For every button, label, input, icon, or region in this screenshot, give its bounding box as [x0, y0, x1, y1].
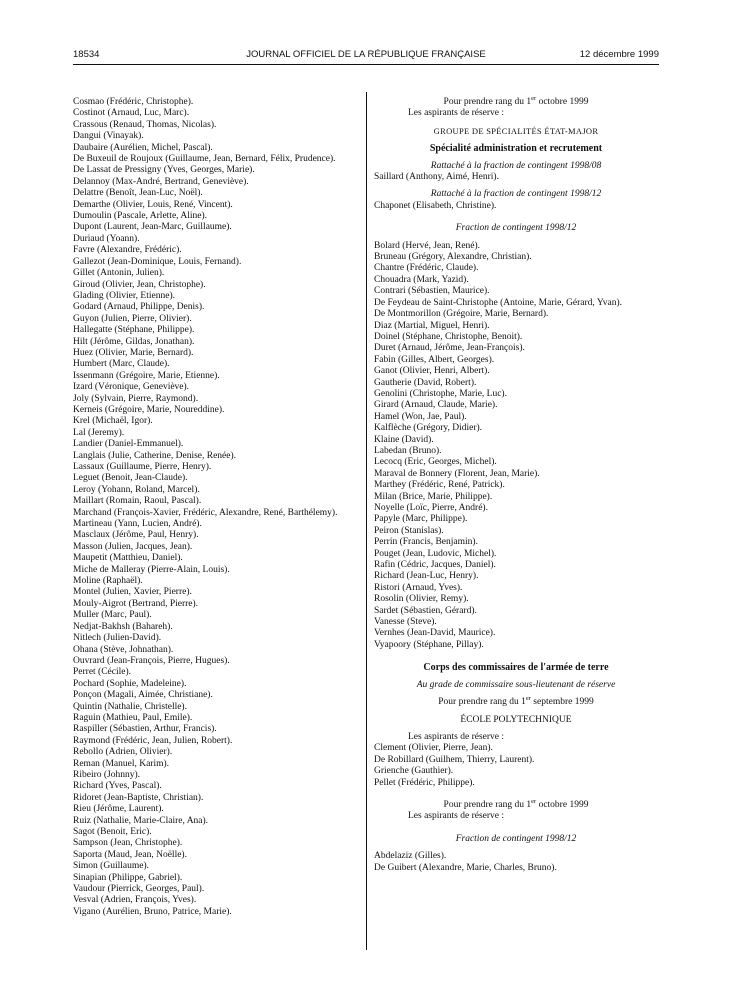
list-item: Joly (Sylvain, Pierre, Raymond).	[73, 393, 199, 404]
list-item: Simon (Guillaume).	[73, 861, 149, 872]
page-number: 18534	[73, 49, 100, 60]
list-item: Girard (Arnaud, Claude, Marie).	[374, 400, 498, 411]
fraction-2-list	[374, 851, 658, 874]
list-item: Quintin (Nathalie, Christelle).	[73, 701, 187, 712]
list-item: Issenmann (Grégoire, Marie, Etienne).	[73, 370, 220, 381]
list-item: Vanesse (Steve).	[374, 617, 437, 628]
fraction-1-list	[374, 241, 658, 652]
list-item: De Montmorillon (Grégoire, Marie, Bernard).	[374, 309, 549, 320]
list-item: Mouly-Aigrot (Bertrand, Pierre).	[73, 598, 199, 609]
list-item: De Buxeuil de Roujoux (Guillaume, Jean, Bernard, Félix, Prudence).	[73, 154, 336, 165]
list-item: Richard (Jean-Luc, Henry).	[374, 571, 479, 582]
list-item: Masson (Julien, Jacques, Jean).	[73, 541, 193, 552]
list-item: Sinapian (Philippe, Gabriel).	[73, 872, 183, 883]
list-item: Ristori (Arnaud, Yves).	[374, 582, 463, 593]
list-item: Humbert (Marc, Claude).	[73, 359, 170, 370]
aspirants-heading: Les aspirants de réserve :	[408, 108, 505, 119]
list-item: Peiron (Stanislas).	[374, 525, 444, 536]
list-item: Vesval (Adrien, François, Yves).	[73, 895, 197, 906]
list-item: Duret (Arnaud, Jérôme, Jean-François).	[374, 343, 525, 354]
list-item: Abdelaziz (Gilles).	[374, 851, 447, 862]
list-item: Saporta (Maud, Jean, Noëlle).	[73, 849, 187, 860]
list-item: Bruneau (Grégory, Alexandre, Christian).	[374, 252, 532, 263]
list-item: Maillart (Romain, Raoul, Pascal).	[73, 496, 202, 507]
list-item: Favre (Alexandre, Frédéric).	[73, 245, 182, 256]
list-item: Landier (Daniel-Emmanuel).	[73, 439, 184, 450]
list-item: Labedan (Bruno).	[374, 445, 442, 456]
list-item: Langlais (Julie, Catherine, Denise, Renée).	[73, 450, 237, 461]
list-item: Milan (Brice, Marie, Philippe).	[374, 491, 493, 502]
list-item: Pouget (Jean, Ludovic, Michel).	[374, 548, 497, 559]
list-item: Raspiller (Sébastien, Arthur, Francis).	[73, 724, 217, 735]
list-item: Giroud (Olivier, Jean, Christophe).	[73, 279, 206, 290]
list-item: Rieu (Jérôme, Laurent).	[73, 804, 164, 815]
rank-date-heading: Pour prendre rang du 1er octobre 1999	[443, 94, 589, 107]
list-item: Raguin (Mathieu, Paul, Emile).	[73, 712, 193, 723]
list-item: Ouvrard (Jean-François, Pierre, Hugues).	[73, 655, 230, 666]
issue-date: 12 décembre 1999	[579, 49, 659, 60]
list-item: Daubaire (Aurélien, Michel, Pascal).	[73, 142, 213, 153]
list-item: Vaudour (Pierrick, Georges, Paul).	[73, 884, 205, 895]
list-item: De Lassat de Pressigny (Yves, Georges, Marie).	[73, 165, 255, 176]
list-item: Hallegatte (Stéphane, Philippe).	[73, 325, 195, 336]
list-item: Reman (Manuel, Karim).	[73, 758, 170, 769]
list-item: Bolard (Hervé, Jean, René).	[374, 240, 481, 251]
list-item: Ohana (Stève, Johnathan).	[73, 644, 174, 655]
list-item: Lassaux (Guillaume, Pierre, Henry).	[73, 462, 212, 472]
list-item: Pellet (Frédéric, Philippe).	[374, 777, 475, 788]
list-item: Guyon (Julien, Pierre, Olivier).	[73, 313, 192, 324]
list-item: Maupetit (Matthieu, Daniel).	[73, 553, 183, 564]
list-item: Diaz (Martial, Miguel, Henri).	[374, 320, 490, 331]
list-item: Ribeiro (Johnny).	[73, 769, 141, 780]
list-item: Contrari (Sébastien, Maurice).	[374, 286, 490, 297]
list-item: Huez (Olivier, Marie, Bernard).	[73, 347, 194, 358]
rattache-heading-1: Rattaché à la fraction de contingent 1998/08	[430, 160, 602, 171]
list-item: Sagot (Benoit, Eric).	[73, 827, 152, 837]
list-item: Godard (Arnaud, Philippe, Denis).	[73, 302, 205, 313]
list-item: Masclaux (Jérôme, Paul, Henry).	[73, 530, 199, 541]
list-item: Muller (Marc, Paul).	[73, 610, 152, 621]
list-item: Marchand (François-Xavier, Frédéric, Alexandre, René, Barthélemy).	[73, 507, 338, 518]
list-item: Moline (Raphaël).	[73, 576, 143, 587]
list-item: Costinot (Arnaud, Luc, Marc).	[73, 108, 190, 119]
list-item: Lecocq (Eric, Georges, Michel).	[374, 457, 497, 468]
corps-heading: Corps des commissaires de l'armée de terre	[423, 662, 609, 674]
rank-oct2-heading: Pour prendre rang du 1er octobre 1999	[443, 797, 589, 810]
aspirants-heading-2: Les aspirants de réserve :	[408, 731, 505, 742]
list-item: Rafin (Cédric, Jacques, Daniel).	[374, 560, 496, 571]
column-divider	[366, 92, 367, 950]
list-item: Martineau (Yann, Lucien, André).	[73, 519, 202, 530]
list-item: Glading (Olivier, Etienne).	[73, 290, 175, 301]
list-item: Gautherie (David, Robert).	[374, 377, 477, 388]
page-header	[73, 49, 659, 63]
list-item: Maraval de Bonnery (Florent, Jean, Marie).	[374, 468, 540, 479]
list-item: Miche de Malleray (Pierre-Alain, Louis).	[73, 564, 230, 575]
rattache-1-list	[374, 172, 658, 183]
list-item: Demarthe (Olivier, Louis, René, Vincent).	[73, 199, 233, 210]
list-item: Dumoulin (Pascale, Arlette, Aline).	[73, 211, 208, 222]
list-item: Perrin (Francis, Benjamin).	[374, 537, 478, 548]
list-item: Nitlech (Julien-David).	[73, 633, 162, 644]
list-item: Krel (Michaël, Igor).	[73, 416, 153, 427]
list-item: Ruiz (Nathalie, Marie-Claire, Ana).	[73, 815, 209, 826]
journal-title: JOURNAL OFFICIEL DE LA RÉPUBLIQUE FRANÇAISE	[246, 49, 486, 60]
list-item: Richard (Yves, Pascal).	[73, 781, 162, 792]
fraction-heading-1: Fraction de contingent 1998/12	[455, 223, 577, 234]
list-item: Clement (Olivier, Pierre, Jean).	[374, 743, 493, 754]
list-item: Kalflèche (Grégory, Didier).	[374, 423, 483, 434]
list-item: Gillet (Antonin, Julien).	[73, 268, 165, 279]
list-item: Papyle (Marc, Philippe).	[374, 514, 468, 525]
list-item: Doinel (Stéphane, Christophe, Benoit).	[374, 331, 523, 342]
list-item: Vernhes (Jean-David, Maurice).	[374, 628, 496, 639]
rattache-2-list	[374, 201, 658, 212]
list-item: De Feydeau de Saint-Christophe (Antoine, Marie, Gérard, Yvan).	[374, 297, 622, 308]
list-item: Pochard (Sophie, Madeleine).	[73, 678, 187, 689]
list-item: De Guibert (Alexandre, Marie, Charles, Bruno).	[374, 862, 557, 873]
list-item: Leguet (Benoit, Jean-Claude).	[73, 473, 188, 484]
list-item: Chantre (Frédéric, Claude).	[374, 263, 479, 274]
list-item: Chouadra (Mark, Yazid).	[374, 274, 469, 285]
list-item: Hilt (Jérôme, Gildas, Jonathan).	[73, 336, 195, 347]
list-item: Leroy (Yohann, Roland, Marcel).	[73, 484, 200, 495]
list-item: Klaine (David).	[374, 434, 434, 445]
list-item: Ganot (Olivier, Henri, Albert).	[374, 366, 490, 377]
list-item: Noyelle (Loïc, Pierre, André).	[374, 503, 488, 513]
list-item: Sampson (Jean, Christophe).	[73, 838, 183, 849]
list-item: Chaponet (Elisabeth, Christine).	[374, 200, 497, 211]
list-item: Rosolin (Olivier, Remy).	[374, 594, 469, 605]
right-column	[374, 94, 658, 874]
list-item: Perret (Cécile).	[73, 667, 132, 678]
left-column	[73, 97, 358, 918]
list-item: Lal (Jeremy).	[73, 427, 125, 438]
groupe-heading: GROUPE DE SPÉCIALITÉS ÉTAT-MAJOR	[433, 125, 599, 136]
list-item: Delannoy (Max-André, Bertrand, Geneviève).	[73, 176, 249, 187]
list-item: Raymond (Frédéric, Jean, Julien, Robert).	[73, 735, 233, 746]
list-item: Gallezot (Jean-Dominique, Louis, Fernand).	[73, 256, 242, 267]
aspirants-heading-3: Les aspirants de réserve :	[408, 811, 505, 822]
list-item: Vyapoory (Stéphane, Pillay).	[374, 639, 484, 650]
list-item: Hamel (Won, Jae, Paul).	[374, 411, 467, 422]
list-item: Ridoret (Jean-Baptiste, Christian).	[73, 792, 204, 803]
list-item: Fabin (Gilles, Albert, Georges).	[374, 354, 495, 365]
list-item: Delattre (Benoît, Jean-Luc, Noël).	[73, 188, 203, 199]
fraction-heading-2: Fraction de contingent 1998/12	[455, 833, 577, 844]
list-item: Rebollo (Adrien, Olivier).	[73, 747, 173, 758]
ecole-heading: ÉCOLE POLYTECHNIQUE	[460, 714, 572, 725]
list-item: Dangui (Vinayak).	[73, 131, 144, 142]
list-item: Dupont (Laurent, Jean-Marc, Guillaume).	[73, 222, 232, 233]
list-item: Genolini (Christophe, Marie, Luc).	[374, 388, 507, 399]
list-item: Cosmao (Frédéric, Christophe).	[73, 97, 194, 107]
rank-sep-heading: Pour prendre rang du 1er septembre 1999	[438, 694, 594, 708]
list-item: Vigano (Aurélien, Bruno, Patrice, Marie).	[73, 906, 232, 917]
list-item: Crassous (Renaud, Thomas, Nicolas).	[73, 119, 217, 130]
list-item: Nedjat-Bakhsh (Bahareh).	[73, 621, 173, 632]
header-rule	[73, 64, 659, 65]
list-item: Saillard (Anthony, Aimé, Henri).	[374, 172, 499, 183]
list-item: Duriaud (Yoann).	[73, 233, 140, 244]
list-item: Kerneis (Grégoire, Marie, Noureddine).	[73, 404, 225, 415]
rattache-heading-2: Rattaché à la fraction de contingent 1998/12	[430, 189, 602, 200]
list-item: Grienche (Gauthier).	[374, 766, 454, 777]
list-item: Izard (Véronique, Geneviève).	[73, 382, 190, 393]
list-item: Ponçon (Magali, Aimée, Christiane).	[73, 690, 213, 701]
list-item: Marthey (Frédéric, René, Patrick).	[374, 480, 505, 491]
grade-heading: Au grade de commissaire sous-lieutenant de réserve	[416, 679, 616, 690]
specialite-heading: Spécialité administration et recrutement	[429, 143, 603, 155]
list-item: Sardet (Sébastien, Gérard).	[374, 605, 477, 616]
list-item: Montel (Julien, Xavier, Pierre).	[73, 587, 192, 598]
ecole-list	[374, 743, 658, 789]
list-item: De Robillard (Guilhem, Thierry, Laurent).	[374, 754, 535, 765]
